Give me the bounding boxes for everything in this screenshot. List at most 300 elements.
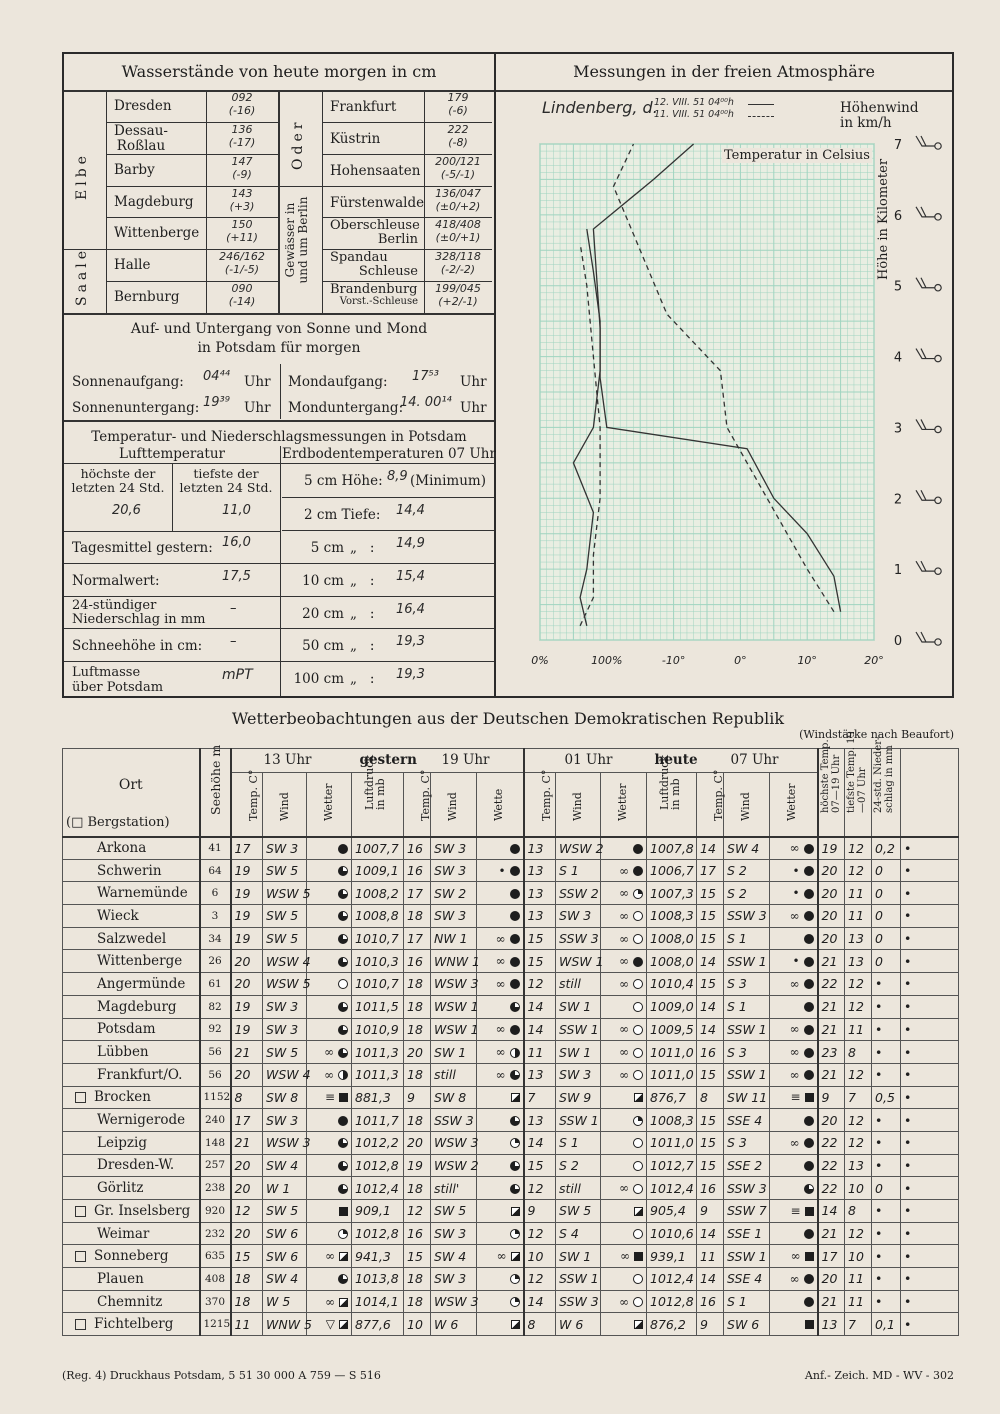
precip-value: – [230, 601, 237, 616]
header-07-uhr: 07 Uhr [730, 752, 779, 768]
extra-mark: • [901, 927, 959, 950]
place-name [63, 995, 200, 1018]
temp-13: 20 [231, 1154, 263, 1177]
pressure-07: 1011,0 [647, 1041, 697, 1064]
min-temp: 11 [845, 882, 872, 905]
temp-01: 15 [524, 1154, 556, 1177]
ground-5cm-height-label: 5 cm Höhe: [304, 473, 383, 489]
place-label: Gr. Inselsberg [94, 1202, 191, 1219]
cloud-cover-icon [633, 1002, 643, 1012]
elevation: 148 [200, 1131, 231, 1154]
cloud-cover-icon [338, 1274, 348, 1284]
cloud-cover-icon [510, 957, 520, 967]
wind-01: still [556, 1177, 601, 1200]
weather-cell [601, 1109, 647, 1132]
chart-y-tick-label: 3 [893, 421, 903, 437]
temp-19: 17 [404, 882, 431, 905]
header-wind-label: Wind [278, 791, 291, 821]
water-station-name: Wittenberge [114, 225, 200, 241]
weather-cell [477, 927, 524, 950]
cloud-cover-icon [510, 934, 520, 944]
wind-barb-icon [916, 419, 935, 429]
wind-19: WSW 1 [431, 1018, 477, 1041]
wind-19: WSW 2 [431, 1154, 477, 1177]
wind-13: SW 3 [263, 1018, 307, 1041]
weather-phenomenon: ∞ [495, 954, 506, 969]
cloud-cover-icon [510, 1161, 520, 1171]
wind-19: still' [431, 1177, 477, 1200]
elevation: 82 [200, 995, 231, 1018]
table-row [63, 1109, 959, 1132]
pressure-19: 941,3 [352, 1245, 404, 1268]
wind-01: SW 9 [556, 1086, 601, 1109]
water-level-value: 246/162 [219, 250, 265, 263]
weather-cell [477, 973, 524, 996]
table-row [63, 927, 959, 950]
ground-depth-value: 19,3 [396, 667, 425, 682]
table-row [63, 859, 959, 882]
extra-mark: • [901, 837, 959, 860]
pressure-07: 1012,8 [647, 1290, 697, 1313]
header-wind [556, 773, 601, 837]
max-temp: 22 [818, 1131, 845, 1154]
wind-symbol-icon [935, 639, 941, 645]
header-wetter-label: Wetter [785, 782, 799, 821]
wind-barb-icon [916, 490, 935, 500]
wind-19: SSW 3 [431, 1109, 477, 1132]
weather-cell [477, 1245, 524, 1268]
weather-phenomenon: ∞ [495, 976, 506, 991]
weather-phenomenon: ∞ [790, 1249, 801, 1264]
cloud-cover-icon [510, 1184, 520, 1194]
wind-07: SSE 1 [724, 1222, 770, 1245]
cloud-cover-icon [510, 1138, 520, 1148]
weather-cell [307, 995, 352, 1018]
extra-mark: • [901, 1200, 959, 1223]
pressure-19: 1014,1 [352, 1290, 404, 1313]
pressure-07: 1010,4 [647, 973, 697, 996]
max-temp: 21 [818, 1018, 845, 1041]
pressure-07: 905,4 [647, 1200, 697, 1223]
cloud-cover-icon [633, 1048, 643, 1058]
temp-01: 10 [524, 1245, 556, 1268]
water-level-change: (-9) [232, 168, 252, 181]
wind-07: SW 11 [724, 1086, 770, 1109]
temp-13: 21 [231, 1041, 263, 1064]
fog-square-icon [805, 1093, 814, 1102]
place-label: Brocken [94, 1089, 151, 1106]
weather-cell [477, 1063, 524, 1086]
weather-cell [307, 859, 352, 882]
ground-temp-header: Erdbodentemperaturen 07 Uhr [282, 446, 496, 462]
weather-phenomenon: ∞ [619, 1181, 630, 1196]
wind-13: SW 5 [263, 1041, 307, 1064]
weather-cell [601, 1245, 647, 1268]
fog-square-icon [634, 1207, 643, 1216]
pressure-07: 1012,7 [647, 1154, 697, 1177]
wind-19: SW 3 [431, 1268, 477, 1291]
header-temp [404, 769, 432, 837]
ground-depth-label: 10 cm [302, 573, 344, 589]
header-ort [63, 749, 200, 837]
place-label: Dresden-W. [97, 1157, 175, 1174]
header-empty [901, 749, 959, 837]
sun-title-1: Auf- und Untergang von Sonne und Mond [130, 321, 428, 337]
ground-depth-value: 14,4 [396, 503, 425, 518]
chart-x-tick-label: 0% [531, 654, 549, 667]
cloud-cover-icon [338, 889, 348, 899]
ground-depth-label: 20 cm [302, 606, 344, 622]
header-temp-label: Temp. C° [539, 769, 553, 821]
cloud-cover-icon [338, 1229, 348, 1239]
max-temp: 20 [818, 859, 845, 882]
wind-barb-icon [916, 136, 935, 146]
place-name [63, 837, 200, 860]
ground-ditto: „ : [350, 671, 375, 687]
pressure-19: 1010,9 [352, 1018, 404, 1041]
fog-square-icon [339, 1320, 348, 1329]
header-wind-label: Wind [446, 791, 459, 821]
elevation: 238 [200, 1177, 231, 1200]
temp-19: 16 [404, 950, 431, 973]
pressure-07: 1012,4 [647, 1177, 697, 1200]
wind-19: SW 8 [431, 1086, 477, 1109]
min-value: 11,0 [222, 503, 251, 518]
pressure-19: 1008,2 [352, 882, 404, 905]
weather-phenomenon: ∞ [619, 976, 630, 991]
water-title: Wasserstände von heute morgen in cm [121, 62, 437, 81]
max-temp: 21 [818, 1222, 845, 1245]
wind-01: SW 5 [556, 1200, 601, 1223]
cloud-cover-icon [633, 1070, 643, 1080]
mountain-station-icon [75, 1251, 86, 1262]
place-name [63, 973, 200, 996]
pressure-07: 1011,0 [647, 1131, 697, 1154]
fog-square-icon [634, 1320, 643, 1329]
header-01-uhr: 01 Uhr [564, 752, 613, 768]
weather-phenomenon: ∞ [619, 1022, 630, 1037]
header-temp [231, 769, 263, 837]
cloud-cover-icon [633, 889, 643, 899]
pressure-19: 1010,7 [352, 927, 404, 950]
weather-cell [307, 882, 352, 905]
wind-07: S 1 [724, 995, 770, 1018]
header-seehoehe [200, 744, 231, 837]
airmass-value: mPT [222, 667, 253, 683]
water-station-name: Dessau- Roßlau [114, 123, 168, 154]
place-name [63, 1154, 200, 1177]
header-max-temp [818, 738, 845, 837]
weather-cell [770, 973, 818, 996]
place-label: Warnemünde [97, 885, 188, 902]
cloud-cover-icon [804, 1184, 814, 1194]
temp-axis-label: Temperatur in Celsius [724, 148, 870, 163]
min-temp: 7 [845, 1313, 872, 1336]
header-temp [697, 769, 726, 837]
table-row [63, 1063, 959, 1086]
water-level-value: 222 [447, 123, 469, 136]
fog-square-icon [805, 1207, 814, 1216]
wind-07: S 2 [724, 859, 770, 882]
cloud-cover-icon [338, 1002, 348, 1012]
fog-square-icon [634, 1093, 643, 1102]
wind-01: W 6 [556, 1313, 601, 1336]
weather-cell [307, 1268, 352, 1291]
sunset-label: Sonnenuntergang: [72, 400, 200, 416]
temp-01: 12 [524, 1268, 556, 1291]
temp-13: 20 [231, 1177, 263, 1200]
wind-01: SW 3 [556, 905, 601, 928]
extra-mark: • [901, 905, 959, 928]
temp-07: 15 [697, 1131, 724, 1154]
ground-5cm-height-value: 8,9 [387, 469, 408, 484]
temp-07: 15 [697, 1109, 724, 1132]
weather-phenomenon: ≡ [324, 1090, 335, 1105]
wind-barb-icon [916, 207, 935, 217]
wind-19: SW 3 [431, 859, 477, 882]
weather-cell [477, 995, 524, 1018]
pressure-07: 876,7 [647, 1086, 697, 1109]
pressure-07: 939,1 [647, 1245, 697, 1268]
weather-cell [601, 882, 647, 905]
water-level-value: 136 [231, 123, 253, 136]
temp-13: 19 [231, 905, 263, 928]
header-luftdruck-label: Luftdruck in mb [363, 754, 387, 810]
wind-13: WSW 4 [263, 1063, 307, 1086]
temp-13: 17 [231, 1109, 263, 1132]
ground-depth-label: 5 cm [310, 540, 344, 556]
weather-cell [307, 1154, 352, 1177]
water-level-value: 200/121 [435, 155, 481, 168]
cloud-cover-icon [510, 1274, 520, 1284]
temp-19: 10 [404, 1313, 431, 1336]
max-temp: 20 [818, 1268, 845, 1291]
water-level-value: 090 [231, 282, 253, 295]
weather-cell [477, 1313, 524, 1336]
fog-square-icon [634, 1252, 643, 1261]
extra-mark: • [901, 973, 959, 996]
temp-01: 9 [524, 1200, 556, 1223]
temp-13: 18 [231, 1268, 263, 1291]
ground-depth-value: 15,4 [396, 569, 425, 584]
weather-phenomenon: ∞ [619, 886, 630, 901]
wind-01: S 4 [556, 1222, 601, 1245]
temp-01: 14 [524, 1018, 556, 1041]
precipitation: • [872, 973, 901, 996]
cloud-cover-icon [633, 979, 643, 989]
weather-phenomenon: ∞ [619, 908, 630, 923]
cloud-cover-icon [804, 911, 814, 921]
header-wind-label: Wind [739, 791, 753, 821]
extra-mark: • [901, 1018, 959, 1041]
min-temp: 8 [845, 1200, 872, 1223]
water-level-change: (-2/-2) [440, 263, 476, 276]
temp-13: 20 [231, 973, 263, 996]
weather-cell [770, 1200, 818, 1223]
extra-mark: • [901, 1131, 959, 1154]
weather-phenomenon: ∞ [619, 954, 630, 969]
mountain-station-icon [75, 1092, 86, 1103]
min-temp: 13 [845, 950, 872, 973]
weather-cell [770, 837, 818, 860]
wind-01: S 2 [556, 1154, 601, 1177]
water-station-name: Fürstenwalde [330, 195, 425, 211]
sunset-unit: Uhr [244, 400, 271, 416]
wind-symbol-icon [935, 214, 941, 220]
weather-phenomenon: ∞ [324, 1045, 334, 1060]
header-wetter [770, 773, 818, 837]
place-label: Potsdam [97, 1021, 156, 1038]
table-row [63, 882, 959, 905]
max-temp: 13 [818, 1313, 845, 1336]
header-temp-label: Temp. C° [712, 769, 726, 821]
wind-07: SSW 1 [724, 1063, 770, 1086]
water-level-change: (±0/+1) [435, 231, 481, 244]
place-label: Frankfurt/O. [97, 1066, 183, 1083]
weather-cell [770, 1063, 818, 1086]
temp-01: 13 [524, 859, 556, 882]
weather-cell [477, 837, 524, 860]
cloud-cover-icon [510, 1297, 520, 1307]
pressure-07: 1011,0 [647, 1063, 697, 1086]
wind-13: SW 5 [263, 1200, 307, 1223]
header-wetter [477, 773, 524, 837]
temp-01: 14 [524, 1131, 556, 1154]
weather-cell [601, 1154, 647, 1177]
weather-cell [307, 1313, 352, 1336]
pressure-19: 1011,5 [352, 995, 404, 1018]
cloud-cover-icon [633, 934, 643, 944]
elevation: 92 [200, 1018, 231, 1041]
temp-13: 19 [231, 927, 263, 950]
temp-01: 12 [524, 973, 556, 996]
weather-cell [477, 882, 524, 905]
weather-phenomenon: ∞ [325, 1294, 335, 1309]
wind-19: WSW 1 [431, 995, 477, 1018]
water-level-value: 150 [231, 218, 253, 231]
saale-label: Saale [74, 246, 90, 306]
water-station-name: Bernburg [114, 289, 180, 305]
water-level-value: 179 [447, 91, 469, 104]
cloud-cover-icon [633, 1297, 643, 1307]
weather-cell [770, 905, 818, 928]
wind-19: WSW 3 [431, 973, 477, 996]
temp-13: 21 [231, 1131, 263, 1154]
weather-cell [477, 1109, 524, 1132]
header-wind-label: Wind [571, 791, 585, 821]
wind-19: WNW 1 [431, 950, 477, 973]
temp-07: 14 [697, 995, 724, 1018]
wind-01: S 1 [556, 1131, 601, 1154]
cloud-cover-icon [338, 1048, 348, 1058]
table-row [63, 1245, 959, 1268]
weather-cell [770, 1290, 818, 1313]
wind-13: SW 5 [263, 927, 307, 950]
temp-01: 13 [524, 1063, 556, 1086]
pressure-19: 1012,8 [352, 1222, 404, 1245]
temp-01: 13 [524, 837, 556, 860]
elevation: 370 [200, 1290, 231, 1313]
wind-symbol-icon [935, 426, 941, 432]
temp-13: 20 [231, 950, 263, 973]
weather-cell [477, 950, 524, 973]
extra-mark: • [901, 1041, 959, 1064]
temp-19: 18 [404, 905, 431, 928]
ground-depth-value: 19,3 [396, 634, 425, 649]
header-temp-label: Temp. C° [246, 769, 260, 821]
obs-title: Wetterbeobachtungen aus der Deutschen Demokratischen Republik [231, 709, 785, 728]
wind-barb-icon [916, 349, 935, 359]
water-station-name: Halle [114, 257, 151, 273]
weather-cell [307, 1290, 352, 1313]
wind-19: WSW 3 [431, 1290, 477, 1313]
cloud-cover-icon [510, 1025, 520, 1035]
header-13-uhr: 13 Uhr [263, 752, 312, 768]
pressure-07: 1008,3 [647, 905, 697, 928]
mountain-station-icon [75, 1319, 86, 1330]
cloud-cover-icon [804, 889, 814, 899]
wind-07: S 1 [724, 927, 770, 950]
temp-13: 12 [231, 1200, 263, 1223]
temp-01: 15 [524, 927, 556, 950]
temp-07: 15 [697, 905, 724, 928]
pressure-19: 1011,3 [352, 1041, 404, 1064]
water-level-value: 328/118 [435, 250, 481, 263]
water-level-change: (-17) [228, 136, 256, 149]
elevation: 232 [200, 1222, 231, 1245]
min-temp: 7 [845, 1086, 872, 1109]
temp-01: 14 [524, 995, 556, 1018]
water-level-change: (-5/-1) [440, 168, 476, 181]
wind-01: SW 3 [556, 1063, 601, 1086]
extra-mark: • [901, 1268, 959, 1291]
ground-ditto: „ : [350, 606, 375, 622]
weather-cell [477, 1222, 524, 1245]
min-temp: 12 [845, 1109, 872, 1132]
cloud-cover-icon [338, 1070, 348, 1080]
weather-phenomenon: ∞ [495, 931, 506, 946]
chart-y-tick-label: 4 [893, 350, 903, 366]
temp-07: 14 [697, 837, 724, 860]
wind-13: WSW 5 [263, 973, 307, 996]
max-value: 20,6 [112, 503, 141, 518]
elevation: 56 [200, 1063, 231, 1086]
wind-01: WSW 2 [556, 837, 601, 860]
wind-13: SW 5 [263, 905, 307, 928]
weather-cell [770, 1018, 818, 1041]
weather-phenomenon: ∞ [789, 908, 800, 923]
wind-19: SW 2 [431, 882, 477, 905]
water-level-value: 143 [231, 187, 253, 200]
place-name [63, 1063, 200, 1086]
pressure-19: 1011,3 [352, 1063, 404, 1086]
header-wetter-label: Wette [492, 788, 505, 821]
weather-cell [601, 1222, 647, 1245]
header-temp [524, 769, 556, 837]
wind-07: S 2 [724, 882, 770, 905]
temp-07: 9 [697, 1200, 724, 1223]
max-temp: 21 [818, 995, 845, 1018]
cloud-cover-icon [338, 1025, 348, 1035]
max-temp: 21 [818, 1290, 845, 1313]
cloud-cover-icon [804, 1070, 814, 1080]
min-temp: 12 [845, 1131, 872, 1154]
place-label: Görlitz [97, 1180, 144, 1197]
precipitation: • [872, 1222, 901, 1245]
weather-phenomenon: ∞ [496, 1249, 507, 1264]
temp-19: 20 [404, 1041, 431, 1064]
ground-ditto: „ : [350, 540, 375, 556]
